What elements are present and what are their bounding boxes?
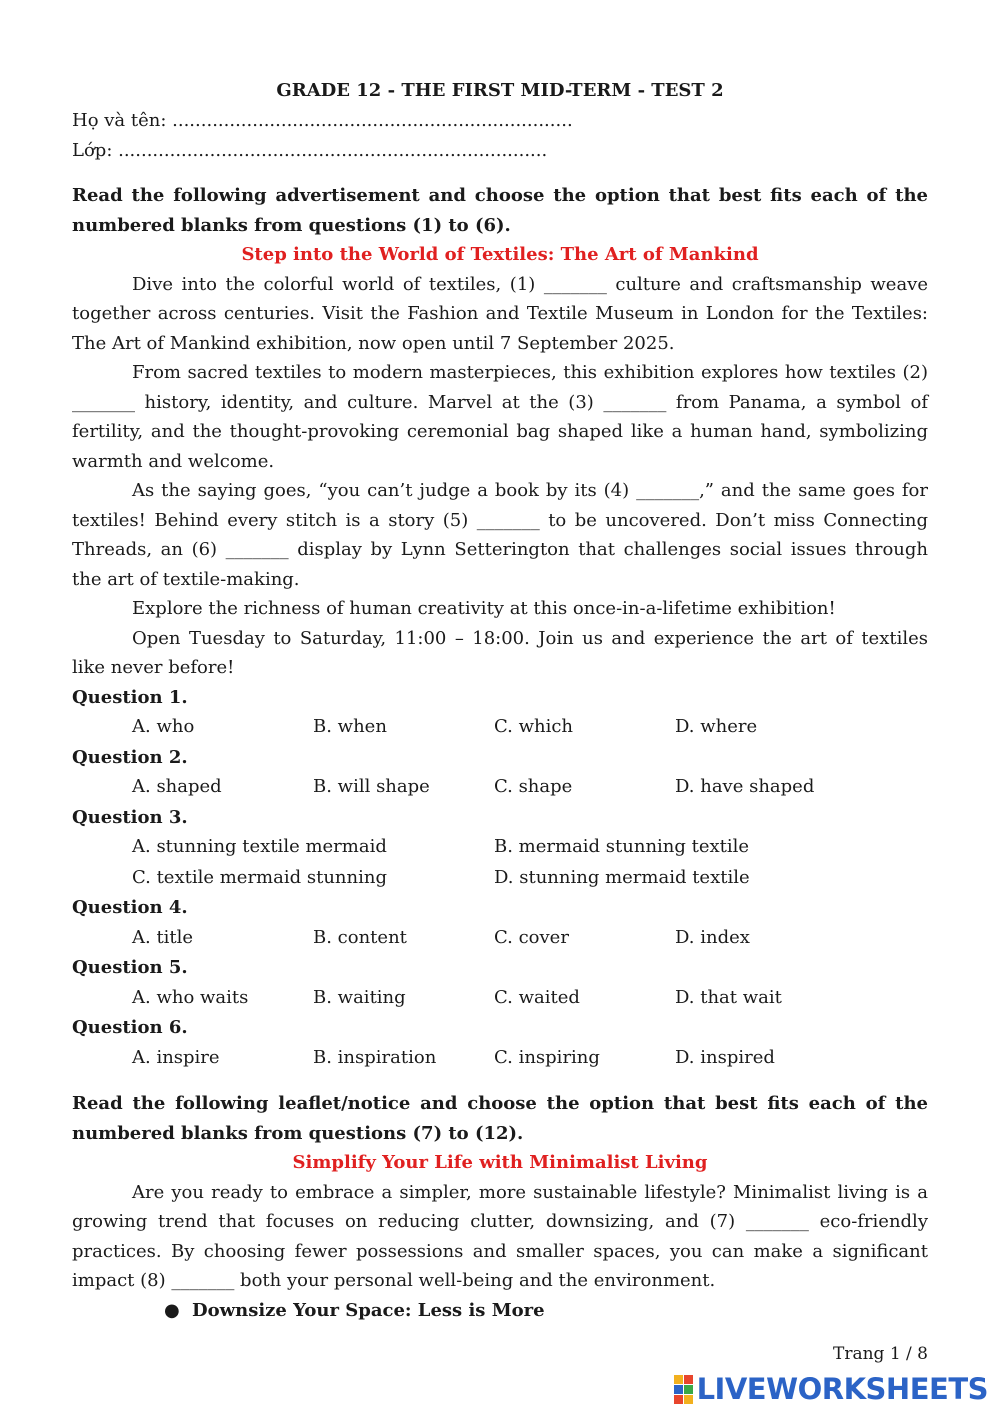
option-b[interactable]: B. will shape (313, 776, 430, 797)
logo-mark-icon (674, 1375, 693, 1404)
option-c[interactable]: C. waited (494, 986, 580, 1008)
question-1 (72, 683, 928, 743)
options-row (72, 923, 928, 954)
option-c[interactable]: C. cover (494, 926, 569, 948)
option-d[interactable]: D. index (675, 926, 750, 948)
option-b[interactable]: B. content (313, 926, 407, 948)
option-b[interactable]: B. inspiration (313, 1046, 437, 1068)
question-5 (72, 953, 928, 1013)
section1-paragraph: Dive into the colorful world of textiles, (1) _______ culture and craftsmanship weave together across centuries. Visit the Fashion and Textile Museum in London for the Textiles: The Art of Mankind exhibition, now open until 7 September 2025. (72, 273, 928, 354)
options-row (72, 863, 928, 894)
question-2 (72, 743, 928, 803)
option-a[interactable]: A. title (132, 926, 194, 948)
document-page (72, 76, 928, 1326)
option-c[interactable]: C. textile mermaid stunning (132, 866, 387, 888)
class-field-line: Lớp: ........................................................................... (72, 139, 548, 161)
section2-title: Simplify Your Life with Minimalist Living (292, 1152, 708, 1173)
name-field-line: Họ và tên: ...................................................................... (72, 110, 573, 131)
option-a[interactable]: A. stunning textile mermaid (132, 836, 387, 857)
section2-instruction: Read the following leaflet/notice and choose the option that best fits each of the numbered blanks from questions (7) to (12). (72, 1093, 928, 1144)
bullet-item (72, 1296, 928, 1326)
section1-paragraph: Explore the richness of human creativity at this once-in-a-lifetime exhibition! (132, 598, 836, 619)
section2-paragraph: Are you ready to embrace a simpler, more sustainable lifestyle? Minimalist living is a growing trend that focuses on reducing clutter, downsizing, and (7) _______ eco-friendly practices. By choosing fewer possessions and smaller spaces, you can make a significant impact (8) _______ both your personal well-being and the environment. (72, 1181, 928, 1291)
option-c[interactable]: C. inspiring (494, 1046, 600, 1068)
question-label: Question 1. (72, 686, 188, 708)
options-row (72, 1043, 928, 1074)
document-title: GRADE 12 - THE FIRST MID-TERM - TEST 2 (276, 80, 724, 101)
question-label: Question 5. (72, 957, 188, 978)
bullet-icon: ● (164, 1299, 180, 1321)
option-c[interactable]: C. shape (494, 776, 573, 797)
option-d[interactable]: D. have shaped (675, 776, 815, 797)
options-row (72, 832, 928, 863)
option-a[interactable]: A. shaped (132, 776, 222, 797)
option-c[interactable]: C. which (494, 716, 574, 737)
question-label: Question 3. (72, 806, 188, 828)
option-b[interactable]: B. waiting (313, 986, 406, 1008)
option-b[interactable]: B. when (313, 716, 387, 737)
section1-paragraph: Open Tuesday to Saturday, 11:00 – 18:00. Join us and experience the art of textiles like never before! (72, 627, 928, 678)
option-a[interactable]: A. who waits (132, 986, 249, 1008)
question-label: Question 2. (72, 746, 188, 768)
liveworksheets-logo[interactable] (674, 1373, 988, 1405)
option-d[interactable]: D. stunning mermaid textile (494, 866, 750, 888)
question-label: Question 4. (72, 897, 188, 918)
question-4 (72, 893, 928, 953)
bullet-text: Downsize Your Space: Less is More (192, 1299, 545, 1321)
option-d[interactable]: D. where (675, 716, 758, 737)
section1-title: Step into the World of Textiles: The Art of Mankind (241, 244, 759, 265)
section1-paragraph: From sacred textiles to modern masterpieces, this exhibition explores how textiles (2) _______ history, identity, and culture. Marvel at the (3) _______ from Panama, a symbol of fertility, and the thought-provoking ceremonial bag shaped like a human hand, symbolizing warmth and welcome. (72, 362, 928, 472)
question-3 (72, 803, 928, 894)
question-6 (72, 1013, 928, 1073)
section1-instruction: Read the following advertisement and choose the option that best fits each of the numbered blanks from questions (1) to (6). (72, 185, 928, 236)
options-row (72, 983, 928, 1014)
option-a[interactable]: A. inspire (132, 1046, 220, 1068)
section1-paragraph: As the saying goes, “you can’t judge a book by its (4) _______,” and the same goes for textiles! Behind every stitch is a story (5) _______ to be uncovered. Don’t miss Connecting Threads, an (6) _______ display by Lynn Setterington that challenges social issues through the art of textile-making. (72, 480, 928, 590)
option-b[interactable]: B. mermaid stunning textile (494, 836, 750, 857)
options-row (72, 712, 928, 743)
page-number: Trang 1 / 8 (832, 1344, 928, 1364)
options-row (72, 772, 928, 803)
option-d[interactable]: D. inspired (675, 1046, 775, 1068)
question-label: Question 6. (72, 1017, 188, 1038)
option-d[interactable]: D. that wait (675, 986, 782, 1008)
option-a[interactable]: A. who (132, 716, 195, 737)
logo-text: LIVEWORKSHEETS (696, 1372, 988, 1406)
